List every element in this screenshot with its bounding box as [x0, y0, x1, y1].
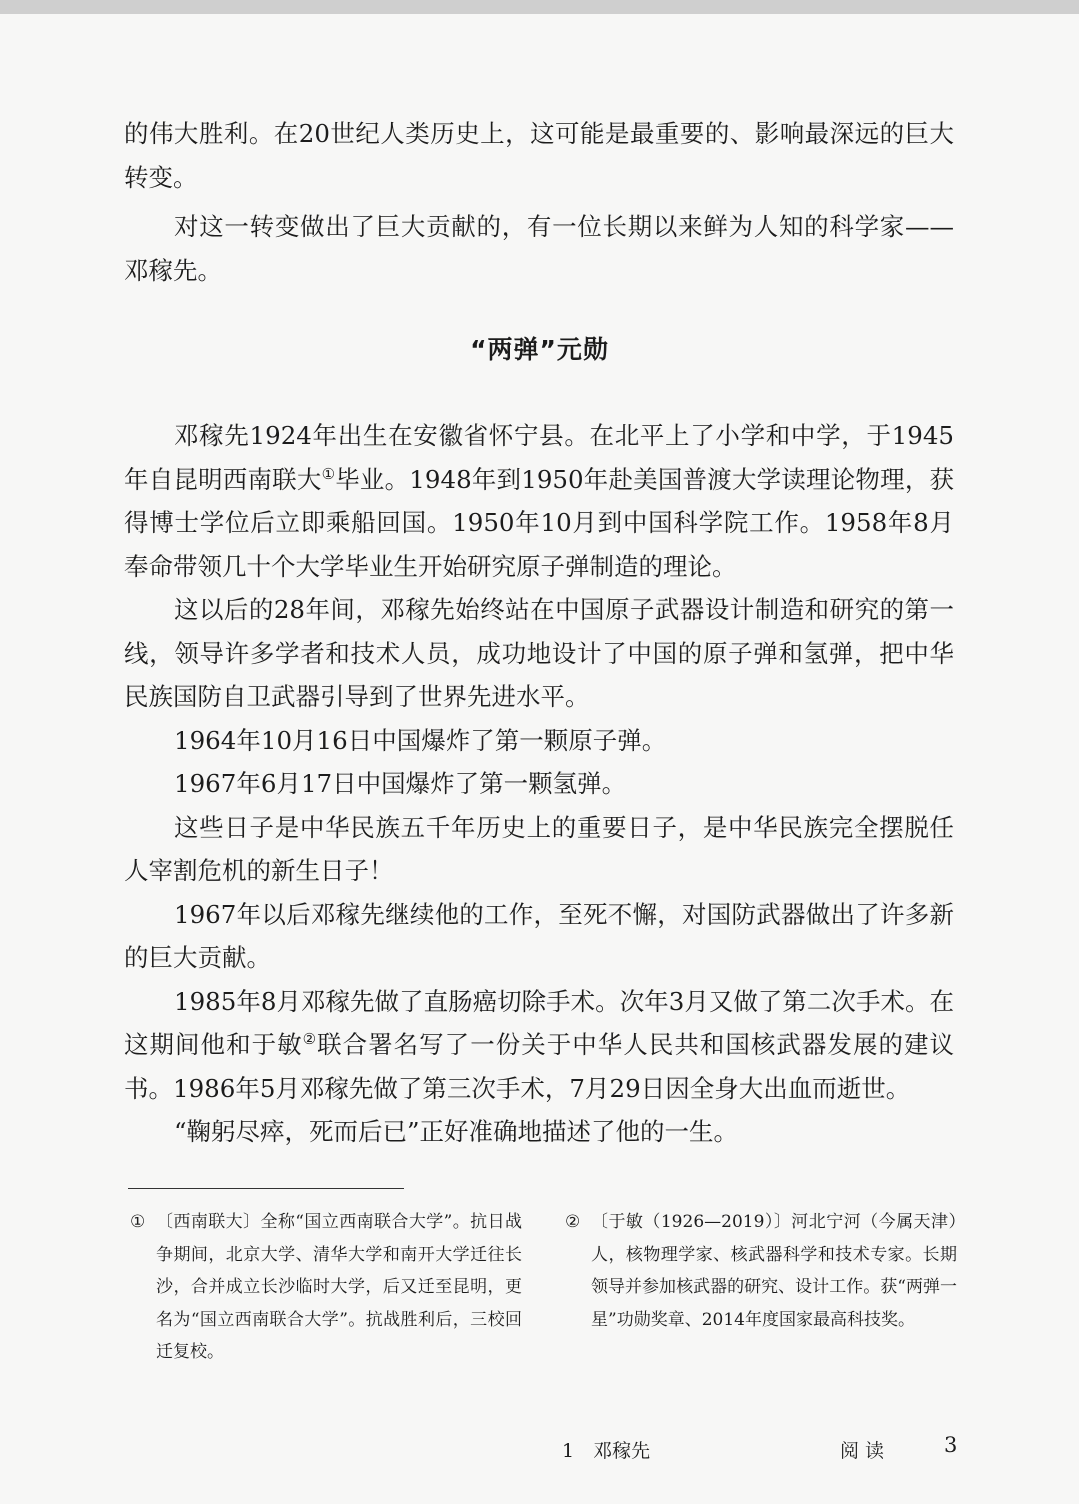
footnote-2	[565, 1206, 957, 1336]
page-number: 3	[944, 1433, 958, 1457]
footnote-2-text: 〔于敏（1926—2019）〕河北宁河（今属天津）人，核物理学家、核武器科学和技术专家。长期领导并参加核武器的研究、设计工作。获“两弹一星”功勋奖章、2014年度国家最高科技奖。	[591, 1212, 957, 1330]
footnote-ref-2: ②	[302, 1030, 318, 1048]
footnote-1-mark: ①	[130, 1212, 146, 1232]
body-paragraph-1	[124, 414, 954, 588]
body-paragraph-6: 1967年以后邓稼先继续他的工作，至死不懈，对国防武器做出了许多新的巨大贡献。	[124, 899, 954, 972]
body-paragraph-7	[124, 980, 954, 1111]
footnote-ref-1: ①	[321, 464, 336, 483]
running-footer-chapter: 1 邓稼先	[562, 1440, 651, 1462]
body-paragraph-3: 1964年10月16日中国爆炸了第一颗原子弹。	[174, 725, 667, 755]
body-paragraph-1-part-b: 毕业。1948年到1950年赴美国普渡大学读理论物理，获得博士学位后立即乘船回国。1950年10月到中国科学院工作。1958年8月奉命带领几十个大学毕业生开始研究原子弹制造的理论。	[124, 464, 955, 581]
footnote-1-text: 〔西南联大〕全称“国立西南联合大学”。抗日战争期间，北京大学、清华大学和南开大学迁往长沙，合并成立长沙临时大学，后又迁至昆明，更名为“国立西南联合大学”。抗战胜利后，三校回迁复校。	[156, 1212, 522, 1362]
footnote-1	[130, 1206, 522, 1369]
body-paragraph-1-part-a: 邓稼先1924年出生在安徽省怀宁县。在北平上了小学和中学，于1945年自昆明西南联大	[124, 421, 954, 494]
footnote-2-mark: ②	[565, 1212, 581, 1232]
section-body	[124, 414, 954, 1154]
body-paragraph-4: 1967年6月17日中国爆炸了第一颗氢弹。	[174, 769, 627, 798]
body-paragraph-2: 这以后的28年间，邓稼先始终站在中国原子武器设计制造和研究的第一线，领导许多学者和技术人员，成功地设计了中国的原子弹和氢弹，把中华民族国防自卫武器引导到了世界先进水平。	[124, 595, 954, 711]
body-paragraph-8: “鞠躬尽瘁，死而后已”正好准确地描述了他的一生。	[174, 1117, 739, 1146]
section-title: “两弹”元勋	[470, 335, 609, 364]
body-paragraph-5: 这些日子是中华民族五千年历史上的重要日子，是中华民族完全摆脱任人宰割危机的新生日子！	[124, 812, 954, 885]
footnote-divider	[128, 1188, 404, 1189]
intro-paragraph-1: 的伟大胜利。在20世纪人类历史上，这可能是最重要的、影响最深远的巨大转变。	[124, 119, 954, 192]
body-paragraph-7-part-b: 联合署名写了一份关于中华人民共和国核武器发展的建议书。1986年5月邓稼先做了第三次手术，7月29日因全身大出血而逝世。	[124, 1030, 955, 1103]
body-paragraph-7-part-a: 1985年8月邓稼先做了直肠癌切除手术。次年3月又做了第二次手术。在这期间他和于敏	[124, 986, 954, 1059]
intro-text	[124, 112, 954, 292]
running-footer-section: 阅读	[840, 1440, 891, 1462]
intro-paragraph-2: 对这一转变做出了巨大贡献的，有一位长期以来鲜为人知的科学家——邓稼先。	[124, 212, 954, 285]
top-scan-band	[0, 0, 1079, 14]
